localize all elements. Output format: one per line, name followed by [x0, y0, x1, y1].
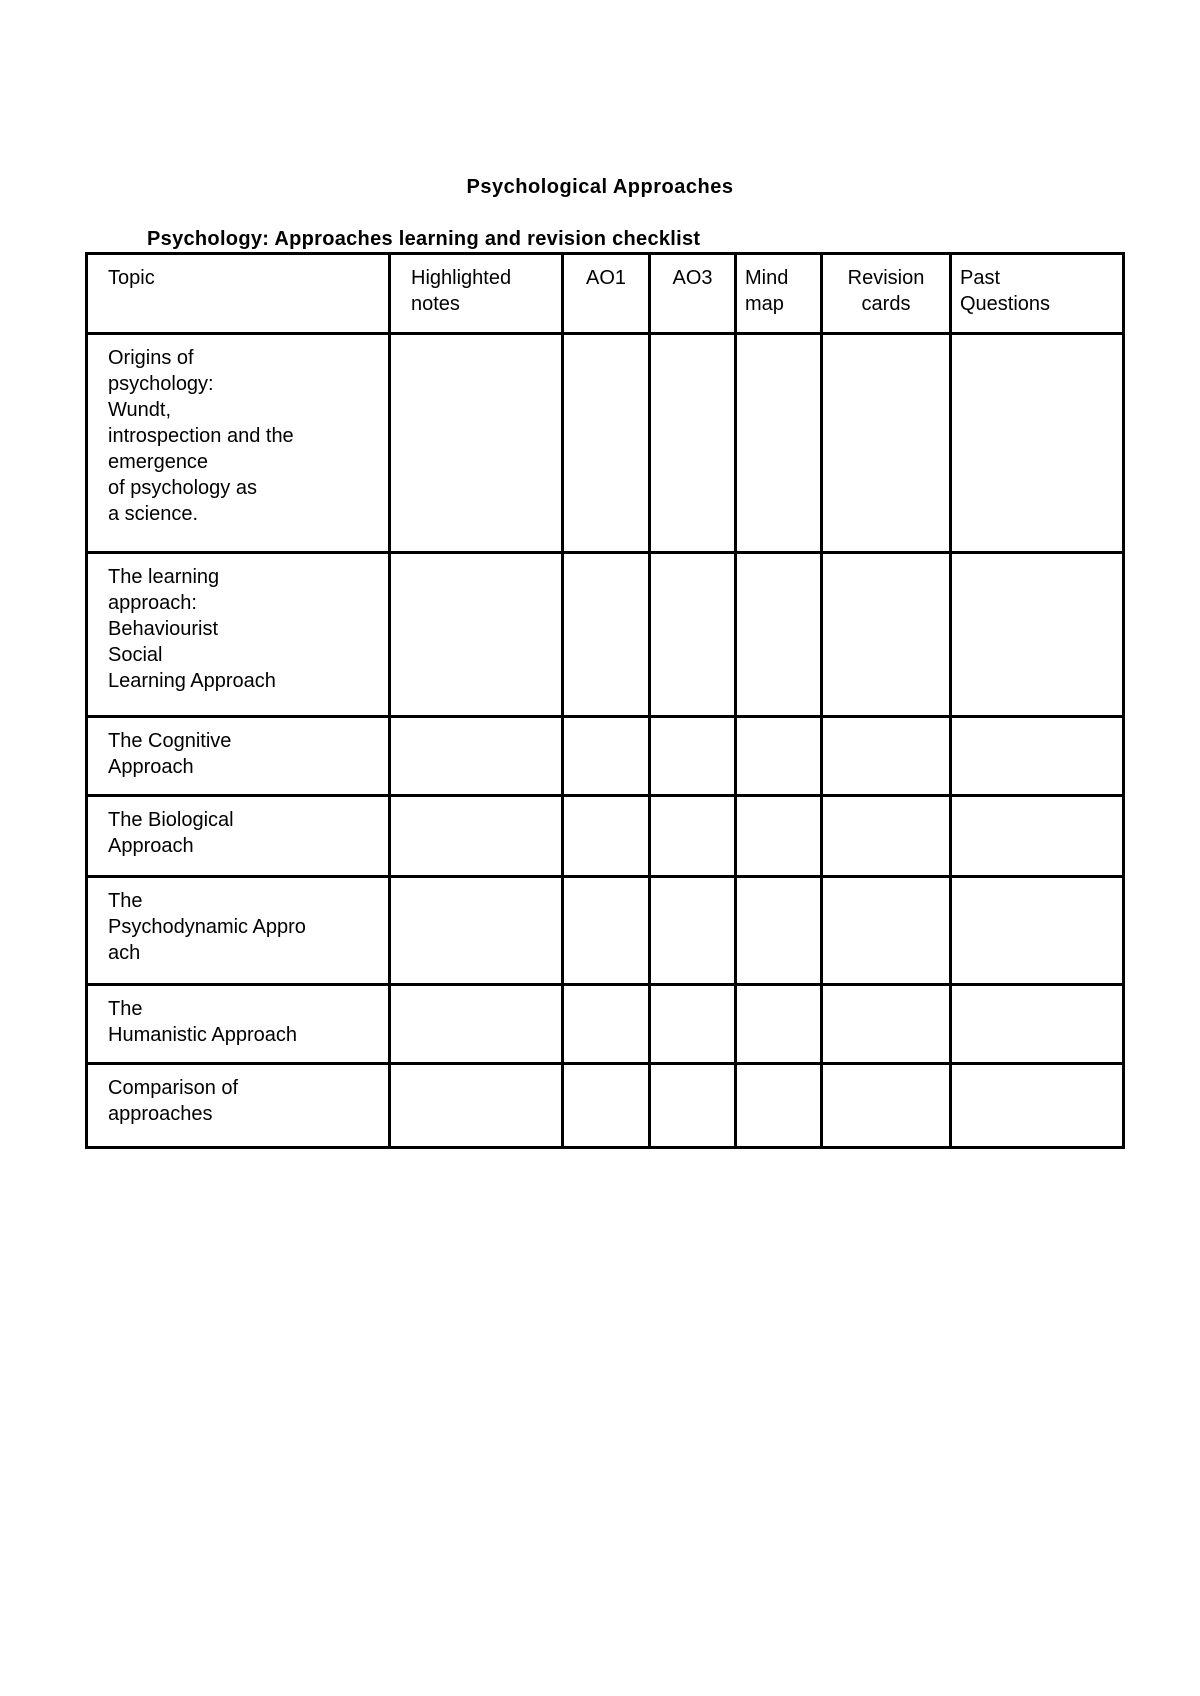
topic-cell: The learning approach: Behaviourist Social Learning Approach: [87, 553, 390, 717]
header-topic: Topic: [87, 254, 390, 334]
ao3-cell[interactable]: [650, 1064, 736, 1148]
ao1-cell[interactable]: [563, 553, 650, 717]
topic-cell: Comparison of approaches: [87, 1064, 390, 1148]
header-ao3: AO3: [650, 254, 736, 334]
highlighted-notes-cell[interactable]: [390, 717, 563, 796]
header-mind-map: Mind map: [736, 254, 822, 334]
revision-cards-cell[interactable]: [822, 985, 951, 1064]
header-ao1: AO1: [563, 254, 650, 334]
topic-cell: Origins of psychology: Wundt, introspection and the emergence of psychology as a science.: [87, 334, 390, 553]
past-questions-cell[interactable]: [951, 877, 1124, 985]
past-questions-cell[interactable]: [951, 985, 1124, 1064]
mind-map-cell[interactable]: [736, 796, 822, 877]
ao3-cell[interactable]: [650, 985, 736, 1064]
page-title: Psychological Approaches: [466, 176, 734, 198]
table-row: [87, 796, 1124, 877]
revision-cards-cell[interactable]: [822, 796, 951, 877]
ao3-cell[interactable]: [650, 877, 736, 985]
ao3-cell[interactable]: [650, 796, 736, 877]
past-questions-cell[interactable]: [951, 334, 1124, 553]
revision-cards-cell[interactable]: [822, 334, 951, 553]
past-questions-cell[interactable]: [951, 553, 1124, 717]
past-questions-cell[interactable]: [951, 1064, 1124, 1148]
past-questions-cell[interactable]: [951, 796, 1124, 877]
mind-map-cell[interactable]: [736, 553, 822, 717]
table-header-row: [87, 254, 1124, 334]
table-row: [87, 717, 1124, 796]
revision-checklist-table: [85, 252, 1125, 1149]
header-revision-cards: Revision cards: [822, 254, 951, 334]
ao1-cell[interactable]: [563, 334, 650, 553]
mind-map-cell[interactable]: [736, 877, 822, 985]
topic-cell: The Cognitive Approach: [87, 717, 390, 796]
highlighted-notes-cell[interactable]: [390, 1064, 563, 1148]
revision-cards-cell[interactable]: [822, 553, 951, 717]
mind-map-cell[interactable]: [736, 1064, 822, 1148]
ao1-cell[interactable]: [563, 985, 650, 1064]
highlighted-notes-cell[interactable]: [390, 877, 563, 985]
ao1-cell[interactable]: [563, 877, 650, 985]
highlighted-notes-cell[interactable]: [390, 985, 563, 1064]
mind-map-cell[interactable]: [736, 717, 822, 796]
table-row: [87, 1064, 1124, 1148]
revision-cards-cell[interactable]: [822, 877, 951, 985]
table-row: [87, 334, 1124, 553]
ao1-cell[interactable]: [563, 796, 650, 877]
ao3-cell[interactable]: [650, 553, 736, 717]
highlighted-notes-cell[interactable]: [390, 796, 563, 877]
ao1-cell[interactable]: [563, 1064, 650, 1148]
table-row: [87, 877, 1124, 985]
header-highlighted-notes: Highlighted notes: [390, 254, 563, 334]
table-row: [87, 553, 1124, 717]
ao3-cell[interactable]: [650, 717, 736, 796]
header-past-questions: Past Questions: [951, 254, 1124, 334]
revision-cards-cell[interactable]: [822, 1064, 951, 1148]
highlighted-notes-cell[interactable]: [390, 553, 563, 717]
table-row: [87, 985, 1124, 1064]
ao1-cell[interactable]: [563, 717, 650, 796]
mind-map-cell[interactable]: [736, 985, 822, 1064]
highlighted-notes-cell[interactable]: [390, 334, 563, 553]
topic-cell: The Psychodynamic Appro ach: [87, 877, 390, 985]
revision-cards-cell[interactable]: [822, 717, 951, 796]
topic-cell: The Biological Approach: [87, 796, 390, 877]
mind-map-cell[interactable]: [736, 334, 822, 553]
past-questions-cell[interactable]: [951, 717, 1124, 796]
checklist-subtitle: Psychology: Approaches learning and revision checklist: [147, 228, 701, 250]
topic-cell: The Humanistic Approach: [87, 985, 390, 1064]
ao3-cell[interactable]: [650, 334, 736, 553]
